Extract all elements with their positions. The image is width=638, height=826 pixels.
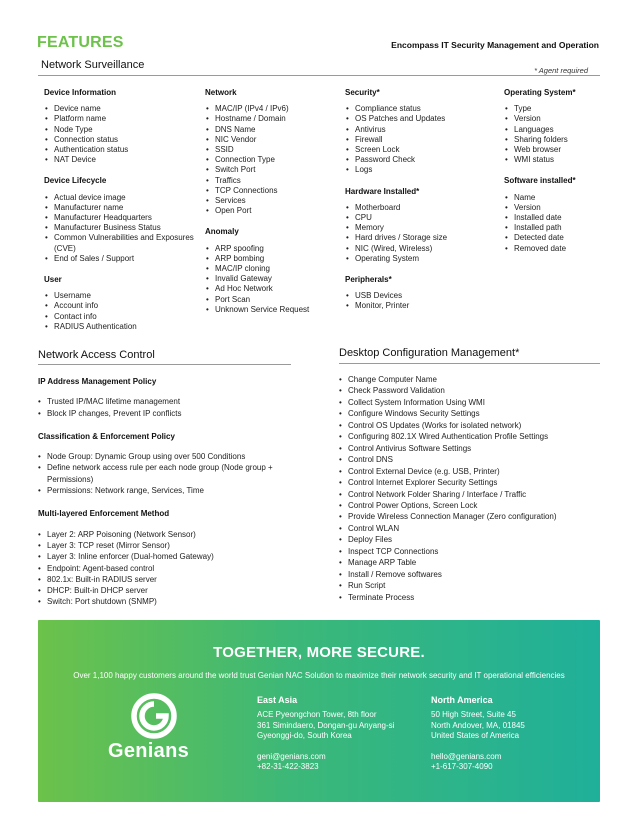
list-item: • Languages bbox=[504, 125, 604, 135]
office-east-asia bbox=[257, 695, 394, 772]
bullet-list bbox=[504, 104, 604, 165]
bullet-list bbox=[205, 104, 335, 216]
list-item: • Operating System bbox=[345, 254, 495, 264]
list-item: • NIC (Wired, Wireless) bbox=[345, 244, 495, 254]
banner-title: TOGETHER, MORE SECURE. bbox=[213, 644, 425, 661]
list-item: • Account info bbox=[44, 301, 194, 311]
list-item: • Port Scan bbox=[205, 295, 335, 305]
list-item: • Trusted IP/MAC lifetime management bbox=[38, 396, 298, 407]
list-item: • Ad Hoc Network bbox=[205, 284, 335, 294]
list-item: • Contact info bbox=[44, 312, 194, 322]
list-item: • ARP spoofing bbox=[205, 244, 335, 254]
office-address-line: Gyeonggi-do, South Korea bbox=[257, 731, 352, 741]
list-item: • Control WLAN bbox=[339, 523, 609, 534]
office-address-line: 361 Simindaero, Dongan-gu Anyang-si bbox=[257, 720, 395, 730]
list-item: • Firewall bbox=[345, 135, 495, 145]
bullet-list bbox=[38, 396, 298, 419]
list-item: • Layer 3: Inline enforcer (Dual-homed Gateway) bbox=[38, 551, 298, 562]
features-title: FEATURES bbox=[37, 34, 124, 51]
office-heading: North America bbox=[431, 695, 493, 705]
list-item: • Control Internet Explorer Security Settings bbox=[339, 477, 609, 488]
list-item: • Node Group: Dynamic Group using over 500 Conditions bbox=[38, 451, 298, 462]
dcm-title: Desktop Configuration Management* bbox=[339, 347, 520, 359]
bullet-list bbox=[345, 104, 495, 175]
list-item: • Configure Windows Security Settings bbox=[339, 408, 609, 419]
genians-logo-text: Genians bbox=[108, 740, 190, 762]
list-item: • WMI status bbox=[504, 155, 604, 165]
surveillance-column-3 bbox=[345, 88, 495, 323]
group-heading: Hardware Installed* bbox=[345, 186, 420, 196]
list-item: • Version bbox=[504, 203, 604, 213]
list-item: • Actual device image bbox=[44, 193, 194, 203]
nac-divider bbox=[38, 364, 291, 365]
list-item: • Manufacturer Business Status bbox=[44, 223, 194, 233]
bullet-list bbox=[345, 203, 495, 264]
list-item: • Endpoint: Agent-based control bbox=[38, 563, 298, 574]
list-item: • Installed path bbox=[504, 223, 604, 233]
surveillance-column-1 bbox=[44, 88, 194, 343]
list-item: • 802.1x: Built-in RADIUS server bbox=[38, 574, 298, 585]
list-item: • Hostname / Domain bbox=[205, 114, 335, 124]
list-item: • Inspect TCP Connections bbox=[339, 546, 609, 557]
dcm-list bbox=[339, 374, 609, 603]
list-item: • Change Computer Name bbox=[339, 374, 609, 385]
list-item: • TCP Connections bbox=[205, 186, 335, 196]
group-heading: Device Information bbox=[44, 88, 117, 97]
list-item: • Invalid Gateway bbox=[205, 274, 335, 284]
group-heading: Peripherals* bbox=[345, 275, 392, 285]
group-heading: IP Address Management Policy bbox=[38, 377, 157, 386]
list-item: • DHCP: Built-in DHCP server bbox=[38, 585, 298, 596]
network-surveillance-title: Network Surveillance bbox=[41, 59, 145, 71]
list-item: • MAC/IP (IPv4 / IPv6) bbox=[205, 104, 335, 114]
list-item: • Unknown Service Request bbox=[205, 305, 335, 315]
list-item: • CPU bbox=[345, 213, 495, 223]
list-item: • Manufacturer Headquarters bbox=[44, 213, 194, 223]
list-item: • Compliance status bbox=[345, 104, 495, 114]
section-divider bbox=[38, 75, 600, 76]
list-item: • NIC Vendor bbox=[205, 135, 335, 145]
bullet-list bbox=[44, 193, 194, 264]
list-item: • Screen Lock bbox=[345, 145, 495, 155]
list-item: • Provide Wireless Connection Manager (Zero configuration) bbox=[339, 511, 609, 522]
bullet-list bbox=[44, 104, 194, 165]
list-item: • Switch: Port shutdown (SNMP) bbox=[38, 596, 298, 607]
list-item: • ARP bombing bbox=[205, 254, 335, 264]
list-item: • Deploy Files bbox=[339, 534, 609, 545]
group-heading: Network bbox=[205, 88, 237, 97]
list-item: • Control Power Options, Screen Lock bbox=[339, 500, 609, 511]
list-item: • Run Script bbox=[339, 580, 609, 591]
list-item: • Define network access rule per each node group (Node group + Permissions) bbox=[38, 462, 298, 485]
list-item: • Web browser bbox=[504, 145, 604, 155]
bullet-list bbox=[345, 291, 495, 311]
list-item: • Common Vulnerabilities and Exposures (CVE) bbox=[44, 233, 194, 253]
bullet-list bbox=[38, 451, 298, 496]
list-item: • Layer 2: ARP Poisoning (Network Sensor) bbox=[38, 529, 298, 540]
list-item: • Configuring 802.1X Wired Authentication Profile Settings bbox=[339, 431, 609, 442]
list-item: • Connection status bbox=[44, 135, 194, 145]
group-heading: Anomaly bbox=[205, 227, 239, 237]
list-item: • Hard drives / Storage size bbox=[345, 233, 495, 243]
list-item: • Collect System Information Using WMI bbox=[339, 397, 609, 408]
bullet-list bbox=[38, 529, 298, 608]
banner-subtitle: Over 1,100 happy customers around the world trust Genian NAC Solution to maximize their network security and IT operational efficiencies bbox=[73, 671, 565, 680]
list-item: • SSID bbox=[205, 145, 335, 155]
list-item: • DNS Name bbox=[205, 125, 335, 135]
list-item: • Version bbox=[504, 114, 604, 124]
list-item: • Device name bbox=[44, 104, 194, 114]
agent-required-note: * Agent required bbox=[534, 66, 588, 75]
list-item: • Authentication status bbox=[44, 145, 194, 155]
list-item: • Platform name bbox=[44, 114, 194, 124]
list-item: • Terminate Process bbox=[339, 592, 609, 603]
list-item: • Motherboard bbox=[345, 203, 495, 213]
nac-title: Network Access Control bbox=[38, 349, 155, 361]
office-address-line: North Andover, MA, 01845 bbox=[431, 720, 525, 730]
list-item: • Sharing folders bbox=[504, 135, 604, 145]
list-item: • Permissions: Network range, Services, Time bbox=[38, 485, 298, 496]
list-item: • Control OS Updates (Works for isolated network) bbox=[339, 420, 609, 431]
office-north-america bbox=[431, 695, 525, 772]
footer-banner bbox=[38, 620, 600, 802]
group-heading: Multi-layered Enforcement Method bbox=[38, 509, 170, 519]
office-address-line: ACE Pyeongchon Tower, 8th floor bbox=[257, 710, 377, 720]
dcm-content bbox=[339, 374, 609, 603]
list-item: • Control External Device (e.g. USB, Printer) bbox=[339, 466, 609, 477]
list-item: • End of Sales / Support bbox=[44, 254, 194, 264]
list-item: • Removed date bbox=[504, 244, 604, 254]
office-phone: +82-31-422-3823 bbox=[257, 762, 319, 772]
list-item: • NAT Device bbox=[44, 155, 194, 165]
document-title: Encompass IT Security Management and Operation bbox=[391, 40, 599, 50]
list-item: • Block IP changes, Prevent IP conflicts bbox=[38, 408, 298, 419]
nac-content bbox=[38, 376, 298, 620]
list-item: • Services bbox=[205, 196, 335, 206]
list-item: • Installed date bbox=[504, 213, 604, 223]
list-item: • Type bbox=[504, 104, 604, 114]
group-heading: Security* bbox=[345, 88, 380, 97]
group-heading: User bbox=[44, 275, 62, 285]
list-item: • OS Patches and Updates bbox=[345, 114, 495, 124]
list-item: • Monitor, Printer bbox=[345, 301, 495, 311]
surveillance-column-4 bbox=[504, 88, 604, 265]
list-item: • Antivirus bbox=[345, 125, 495, 135]
list-item: • Manufacturer name bbox=[44, 203, 194, 213]
office-heading: East Asia bbox=[257, 695, 298, 705]
list-item: • Username bbox=[44, 291, 194, 301]
list-item: • Control Network Folder Sharing / Interface / Traffic bbox=[339, 489, 609, 500]
list-item: • RADIUS Authentication bbox=[44, 322, 194, 332]
list-item: • Install / Remove softwares bbox=[339, 569, 609, 580]
list-item: • Control Antivirus Software Settings bbox=[339, 443, 609, 454]
bullet-list bbox=[205, 244, 335, 315]
list-item: • Memory bbox=[345, 223, 495, 233]
list-item: • Control DNS bbox=[339, 454, 609, 465]
list-item: • Open Port bbox=[205, 206, 335, 216]
group-heading: Operating System* bbox=[504, 88, 576, 97]
genians-logo-icon bbox=[104, 692, 204, 782]
group-heading: Software installed* bbox=[504, 176, 576, 186]
dcm-divider bbox=[339, 363, 600, 364]
list-item: • USB Devices bbox=[345, 291, 495, 301]
office-address-line: 50 High Street, Suite 45 bbox=[431, 710, 516, 720]
surveillance-column-2 bbox=[205, 88, 335, 326]
list-item: • MAC/IP cloning bbox=[205, 264, 335, 274]
list-item: • Connection Type bbox=[205, 155, 335, 165]
group-heading: Classification & Enforcement Policy bbox=[38, 431, 175, 441]
list-item: • Detected date bbox=[504, 233, 604, 243]
list-item: • Password Check bbox=[345, 155, 495, 165]
office-address-line: United States of America bbox=[431, 731, 520, 741]
bullet-list bbox=[44, 291, 194, 332]
list-item: • Switch Port bbox=[205, 165, 335, 175]
office-email[interactable]: geni@genians.com bbox=[257, 751, 326, 761]
list-item: • Node Type bbox=[44, 125, 194, 135]
bullet-list bbox=[504, 193, 604, 254]
office-phone: +1-617-307-4090 bbox=[431, 762, 493, 772]
group-heading: Device Lifecycle bbox=[44, 176, 107, 186]
list-item: • Layer 3: TCP reset (Mirror Sensor) bbox=[38, 540, 298, 551]
list-item: • Logs bbox=[345, 165, 495, 175]
list-item: • Traffics bbox=[205, 176, 335, 186]
list-item: • Name bbox=[504, 193, 604, 203]
office-email[interactable]: hello@genians.com bbox=[431, 751, 502, 761]
list-item: • Manage ARP Table bbox=[339, 557, 609, 568]
list-item: • Check Password Validation bbox=[339, 385, 609, 396]
